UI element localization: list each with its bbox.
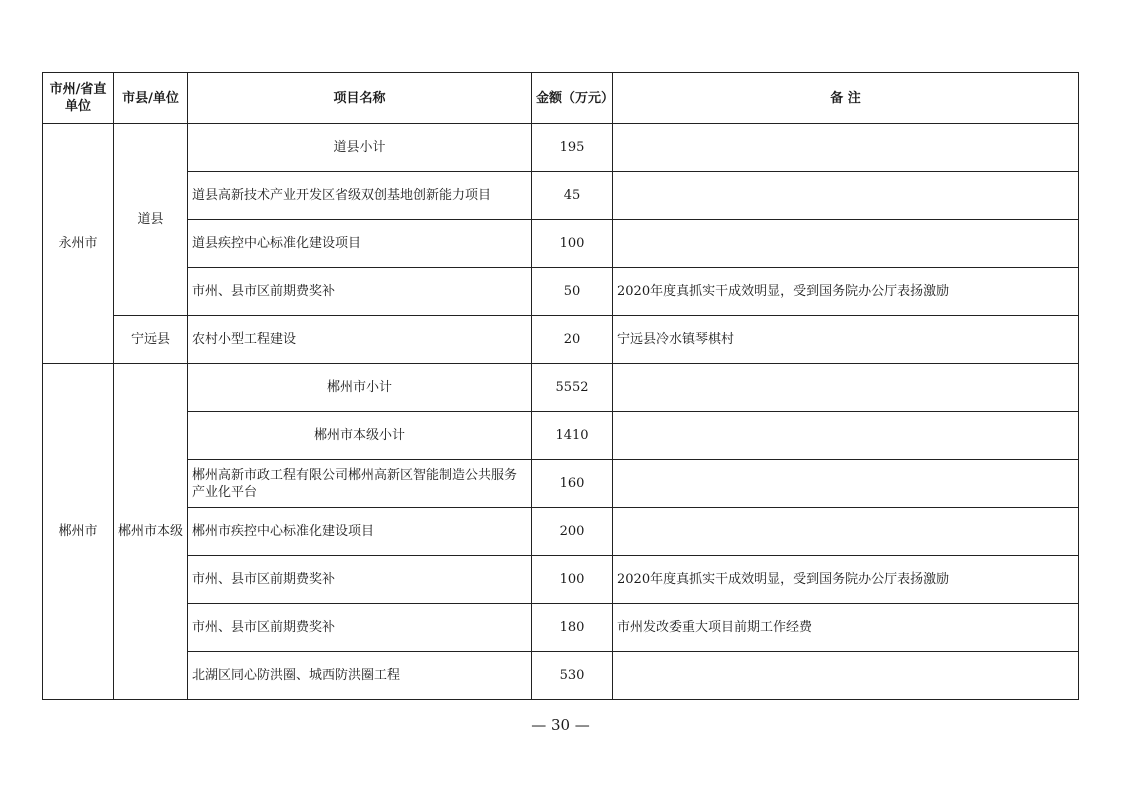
header-row: [43, 73, 1079, 124]
remarks-cell: 2020年度真抓实干成效明显，受到国务院办公厅表扬激励: [613, 556, 1079, 604]
remarks-cell: [613, 364, 1079, 412]
table-row: [43, 172, 1079, 220]
amount-cell: 180: [532, 604, 613, 652]
remarks-cell: 宁远县冷水镇琴棋村: [613, 316, 1079, 364]
project-name-cell: 道县疾控中心标准化建设项目: [188, 220, 532, 268]
amount-cell: 45: [532, 172, 613, 220]
header-unit: 市县/单位: [114, 73, 188, 124]
project-name-cell: 北湖区同心防洪圈、城西防洪圈工程: [188, 652, 532, 700]
remarks-cell: [613, 460, 1079, 508]
project-name-cell: 郴州高新市政工程有限公司郴州高新区智能制造公共服务产业化平台: [188, 460, 532, 508]
project-name-cell: 郴州市疾控中心标准化建设项目: [188, 508, 532, 556]
project-name-cell: 市州、县市区前期费奖补: [188, 556, 532, 604]
amount-cell: 100: [532, 556, 613, 604]
header-city: 市州/省直单位: [43, 73, 114, 124]
unit-cell-ningyuan: 宁远县: [114, 316, 188, 364]
remarks-cell: [613, 124, 1079, 172]
remarks-cell: [613, 412, 1079, 460]
table-row: [43, 364, 1079, 412]
project-name-cell: 市州、县市区前期费奖补: [188, 268, 532, 316]
amount-cell: 5552: [532, 364, 613, 412]
remarks-cell: [613, 508, 1079, 556]
unit-cell-daoxian: 道县: [114, 124, 188, 316]
project-name-cell: 道县高新技术产业开发区省级双创基地创新能力项目: [188, 172, 532, 220]
remarks-cell: [613, 220, 1079, 268]
project-name-cell: 郴州市本级小计: [188, 412, 532, 460]
amount-cell: 160: [532, 460, 613, 508]
table-row: [43, 124, 1079, 172]
header-project-name: 项目名称: [188, 73, 532, 124]
city-cell-chenzhou: 郴州市: [43, 364, 114, 700]
table-row: [43, 508, 1079, 556]
amount-cell: 200: [532, 508, 613, 556]
table-row: [43, 268, 1079, 316]
remarks-cell: 市州发改委重大项目前期工作经费: [613, 604, 1079, 652]
table-row: [43, 220, 1079, 268]
amount-cell: 20: [532, 316, 613, 364]
amount-cell: 100: [532, 220, 613, 268]
unit-cell-chenzhou-city-level: 郴州市本级: [114, 364, 188, 700]
remarks-cell: 2020年度真抓实干成效明显，受到国务院办公厅表扬激励: [613, 268, 1079, 316]
project-name-cell: 郴州市小计: [188, 364, 532, 412]
table-row: [43, 604, 1079, 652]
table-row: [43, 652, 1079, 700]
remarks-cell: [613, 172, 1079, 220]
remarks-cell: [613, 652, 1079, 700]
header-remarks: 备 注: [613, 73, 1079, 124]
amount-cell: 50: [532, 268, 613, 316]
header-amount: 金额（万元）: [532, 73, 613, 124]
project-name-cell: 道县小计: [188, 124, 532, 172]
amount-cell: 1410: [532, 412, 613, 460]
project-name-cell: 农村小型工程建设: [188, 316, 532, 364]
table-row: [43, 412, 1079, 460]
funding-table: [42, 72, 1079, 700]
table-row: [43, 460, 1079, 508]
amount-cell: 530: [532, 652, 613, 700]
amount-cell: 195: [532, 124, 613, 172]
table-row: [43, 316, 1079, 364]
page-number: — 30 —: [531, 716, 590, 734]
table-row: [43, 556, 1079, 604]
project-name-cell: 市州、县市区前期费奖补: [188, 604, 532, 652]
city-cell-yongzhou: 永州市: [43, 124, 114, 364]
